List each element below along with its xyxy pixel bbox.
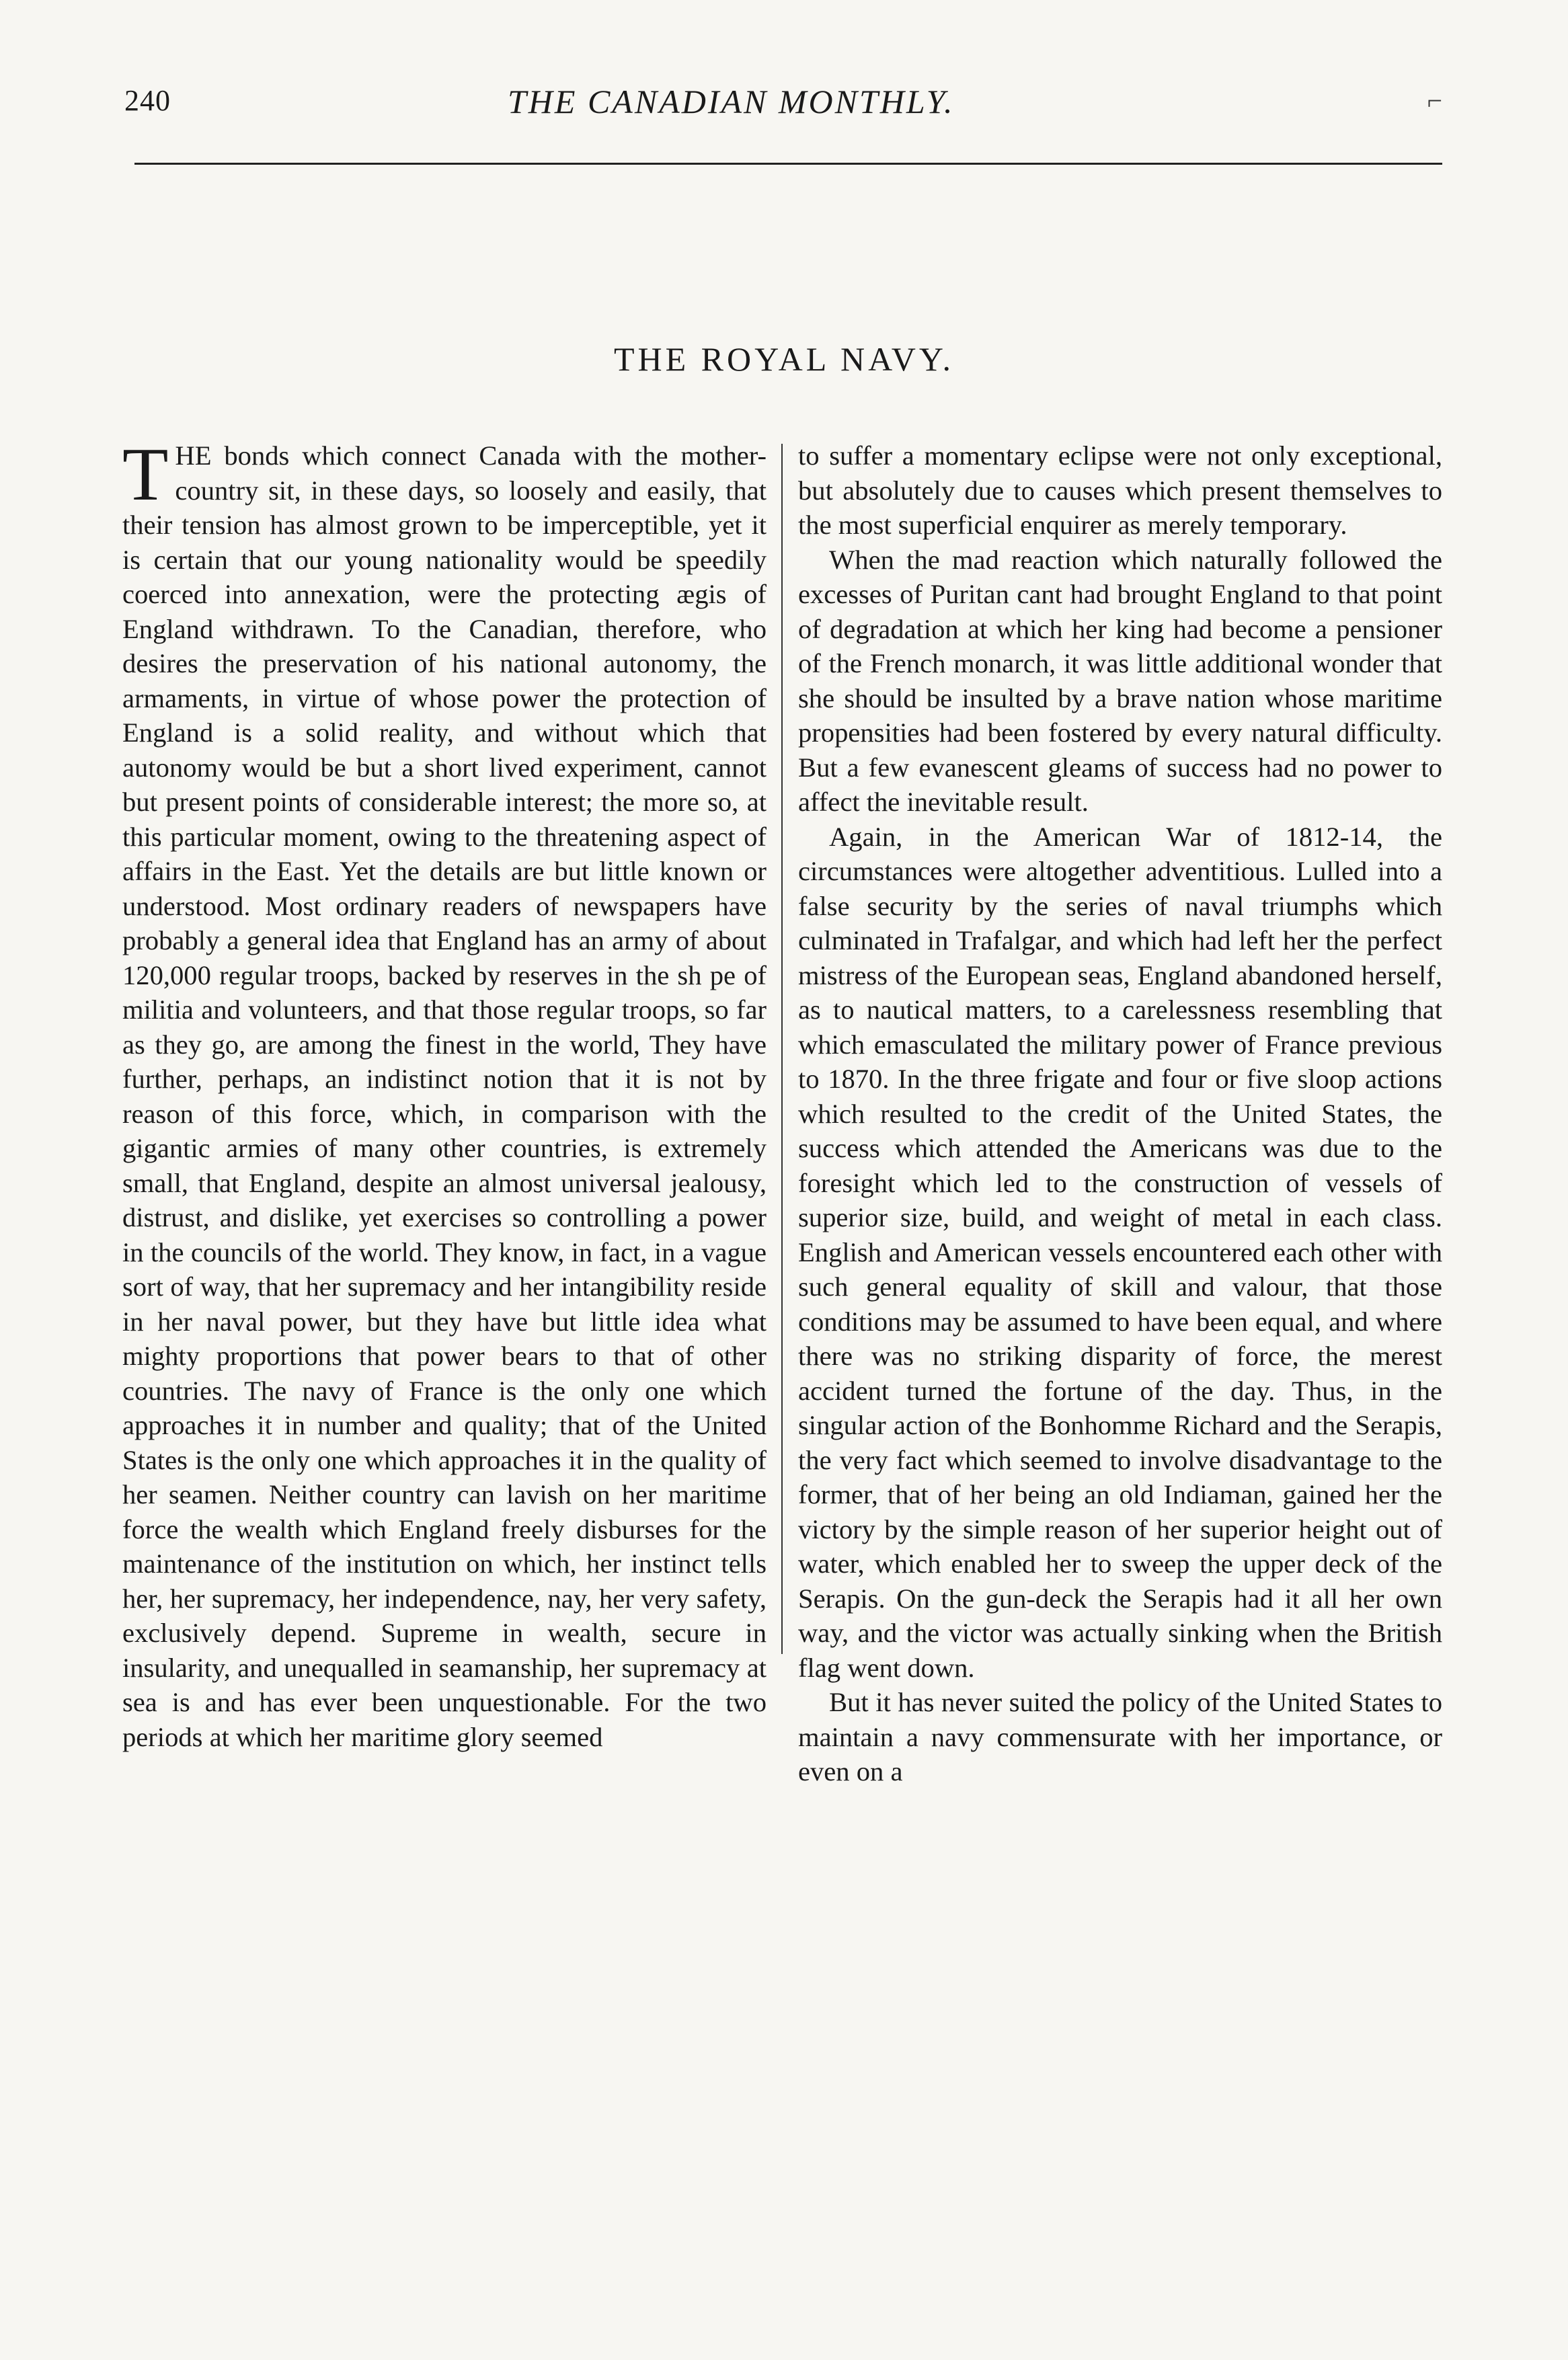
running-title: THE CANADIAN MONTHLY.	[508, 83, 955, 120]
running-header	[124, 79, 1442, 133]
header-rule	[134, 163, 1442, 165]
paragraph-2: to suffer a momentary eclipse were not only exceptional, but absolutely due to causes which present themselves to the most superficial enquirer as merely temporary.	[798, 440, 1442, 540]
left-column	[122, 433, 767, 1754]
article-title: THE ROYAL NAVY.	[613, 340, 955, 378]
paragraph-1	[122, 433, 767, 1754]
paragraph-3: When the mad reaction which naturally followed the excesses of Puritan cant had brought England to that point of degradation at which her king had become a pensioner of the French monarch, it was little additional wonder that she should be insulted by a brave nation whose maritime propensities had been fostered by every natural difficulty. But a few evanescent gleams of success had no power to affect the inevitable result.	[798, 544, 1442, 817]
corner-mark: ⌐	[1427, 85, 1442, 116]
paragraph-4: Again, in the American War of 1812-14, the circumstances were altogether adventitious. Lulled into a false security by the series of naval triumphs which culminated in Trafalgar, and which had left her the perfect mistress of the European seas, England abandoned herself, as to nautical matters, to a carelessness resembling that which emasculated the military power of France previous to 1870. In the three frigate and four or five sloop actions which resulted to the credit of the United States, the success which attended the Americans was due to the foresight which led to the construction of vessels of superior size, build, and weight of metal in each class. English and American vessels encountered each other with such general equality of skill and valour, that those conditions may be assumed to have been equal, and where there was no striking disparity of force, the merest accident turned the fortune of the day. Thus, in the singular action of the Bonhomme Richard and the Serapis, the very fact which seemed to involve disadvantage to the former, that of her being an old Indiaman, gained her the victory by the simple reason of her superior height out of water, which enabled her to sweep the upper deck of the Serapis. On the gun-deck the Serapis had it all her own way, and the victor was actually sinking when the British flag went down.	[798, 821, 1442, 1683]
right-column	[798, 438, 1442, 1789]
paragraph-1-text: HE bonds which connect Canada with the mother-country sit, in these days, so loosely and easily, that their tension has almost grown to be imperceptible, yet it is certain that our young nationality would be speedily coerced into annexation, were the protecting ægis of England withdrawn. To the Canadian, therefore, who desires the preservation of his national autonomy, the armaments, in virtue of whose power the protection of England is a solid reality, and without which that autonomy would be but a short lived experiment, cannot but present points of considerable interest; the more so, at this particular moment, owing to the threatening aspect of affairs in the East. Yet the details are but little known or understood. Most ordinary readers of newspapers have probably a general idea that England has an army of about 120,000 regular troops, backed by reserves in the sh pe of militia and volunteers, and that those regular troops, so far as they go, are among the finest in the world, They have further, perhaps, an indistinct notion that it is not by reason of this force, which, in comparison with the gigantic armies of many other countries, is extremely small, that England, despite an almost universal jealousy, distrust, and dislike, yet exercises so controlling a power in the councils of the world. They know, in fact, in a vague sort of way, that her supremacy and her intangibility reside in her naval power, but they have but little idea what mighty proportions that power bears to that of other countries. The navy of France is the only one which approaches it in number and quality; that of the United States is the only one which approaches it in the quality of her seamen. Neither country can lavish on her maritime force the wealth which England freely disburses for the maintenance of the institution on which, her instinct tells her, her supremacy, her independence, nay, her very safety, exclusively depend. Supreme in wealth, secure in insularity, and unequalled in seamanship, her supremacy at sea is and has ever been unquestionable. For the two periods at which her maritime glory seemed	[122, 440, 767, 1752]
page-number: 240	[124, 84, 171, 117]
drop-cap: T	[122, 433, 169, 516]
paragraph-5: But it has never suited the policy of the United States to maintain a navy commensurate with her importance, or even on a	[798, 1687, 1442, 1786]
column-divider	[781, 444, 783, 1654]
